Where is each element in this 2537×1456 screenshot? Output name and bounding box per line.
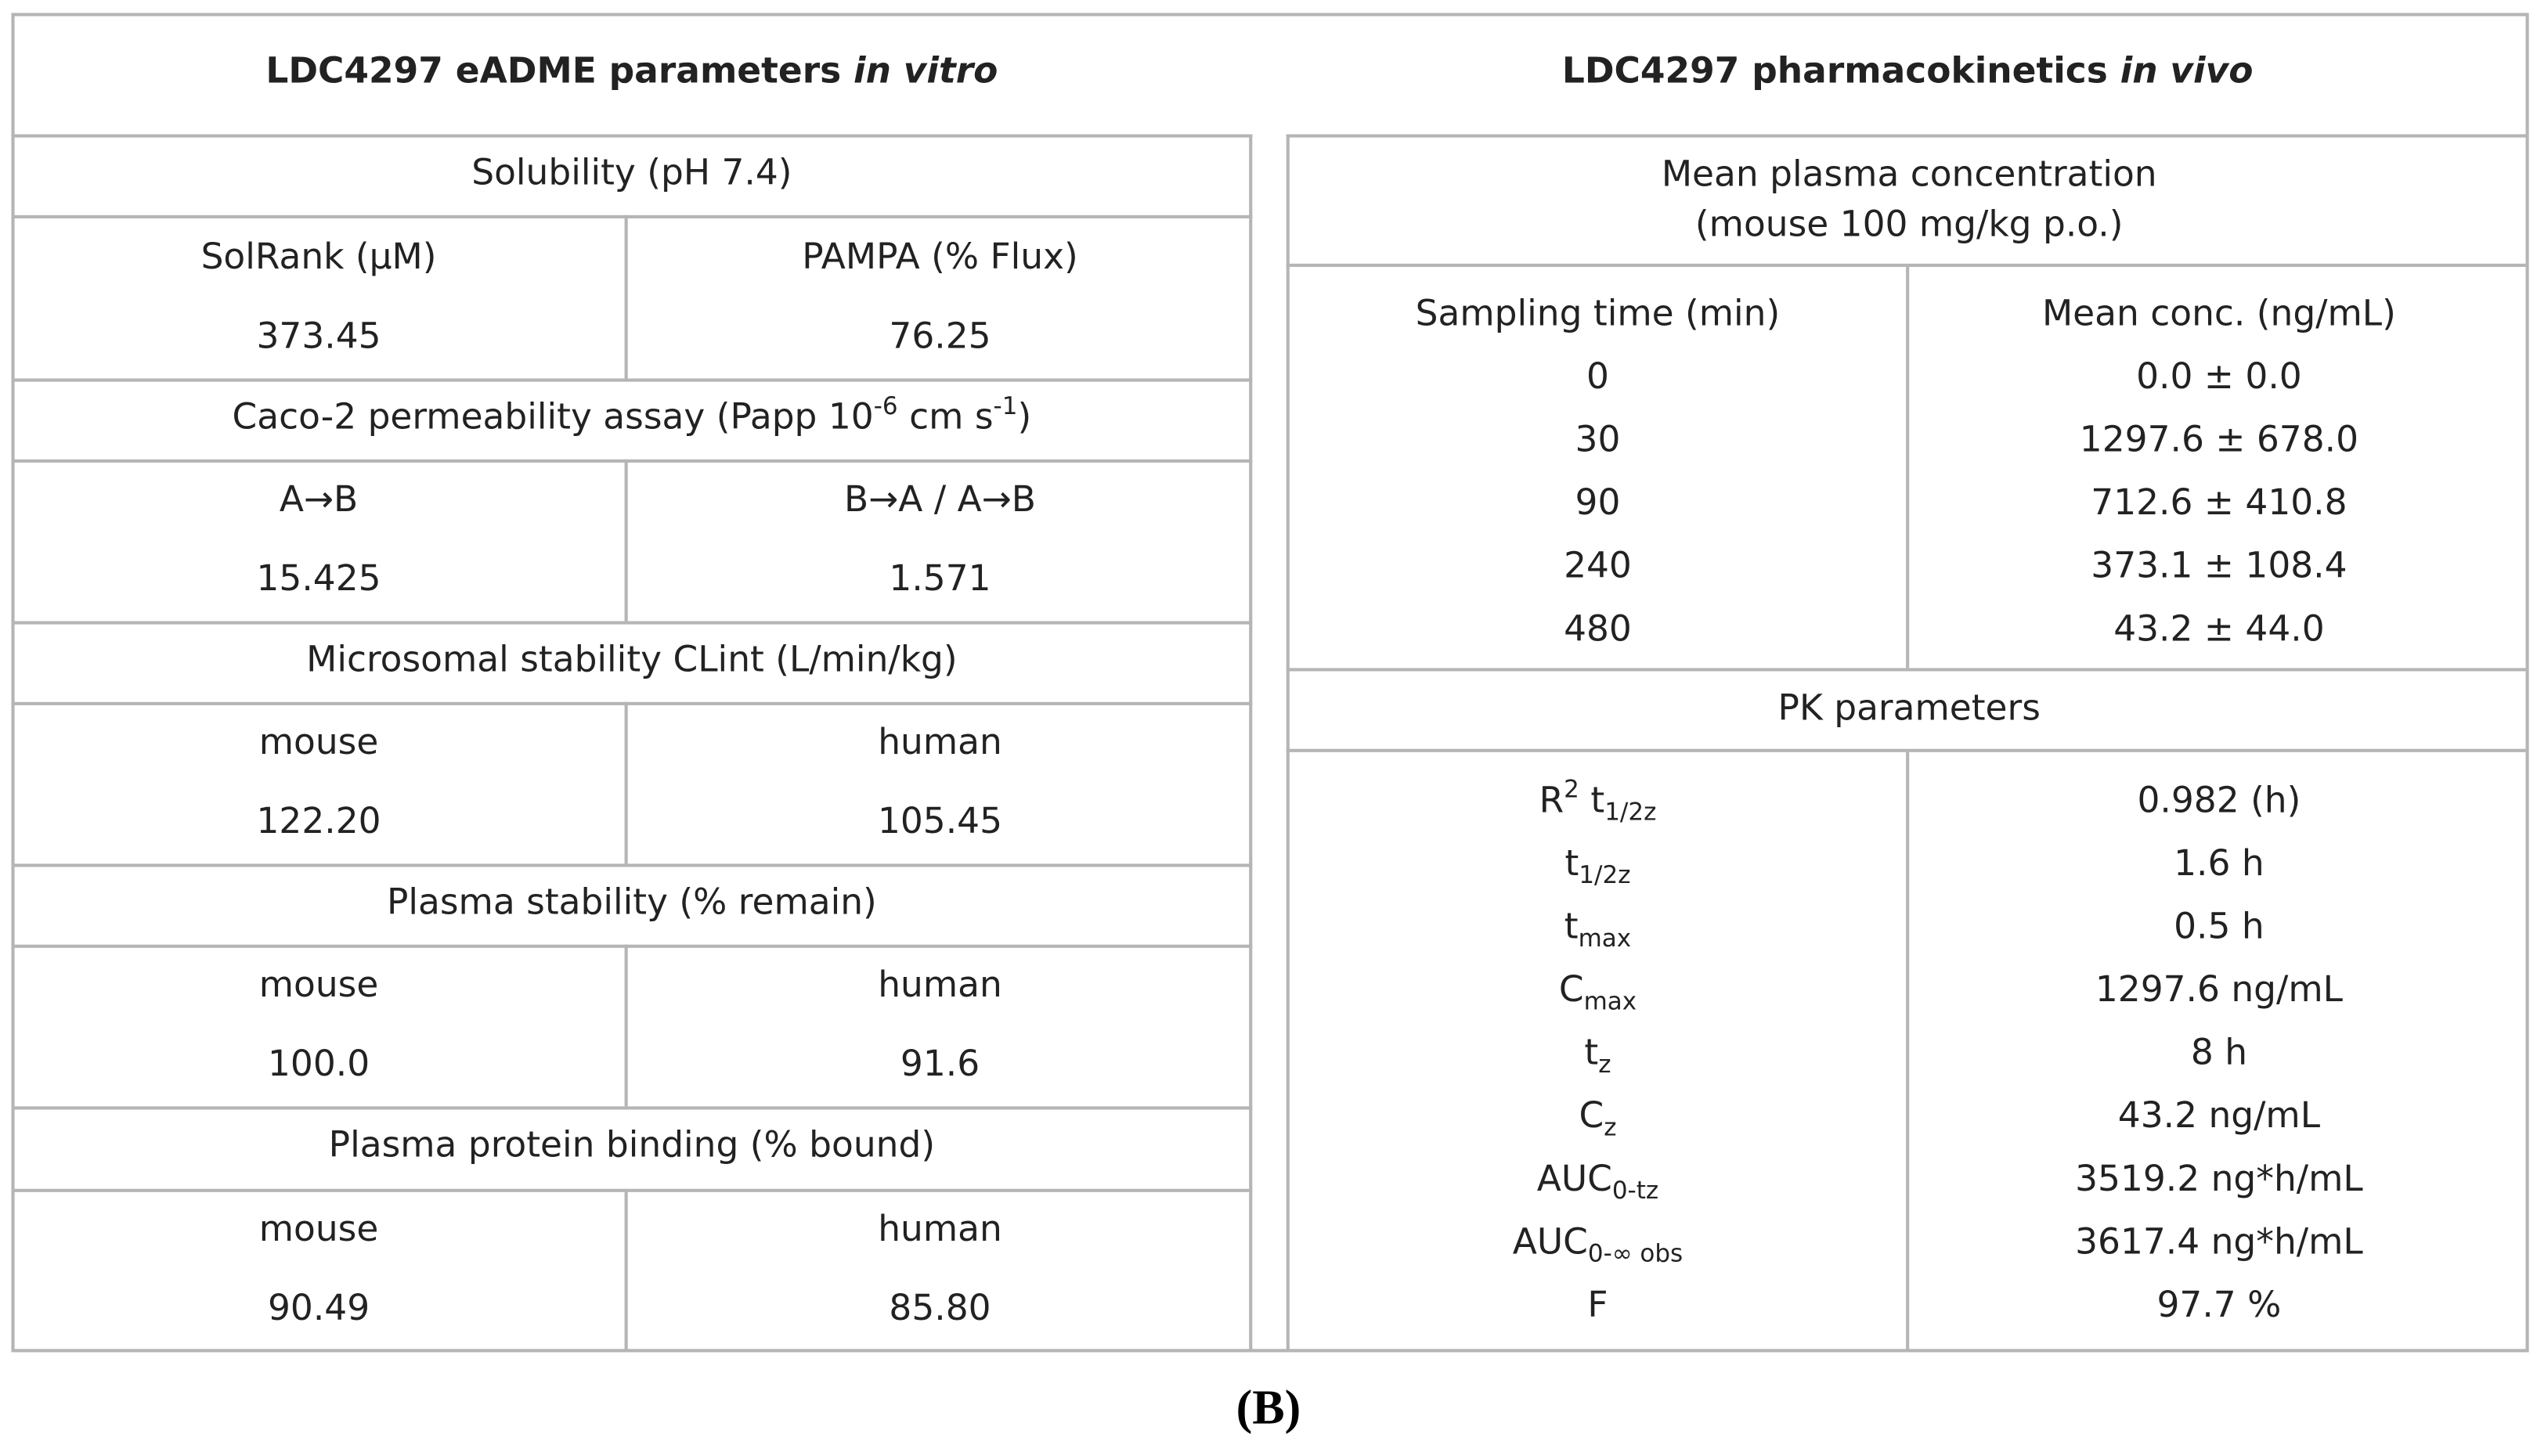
pk-param-value: 3519.2 ng*h/mL xyxy=(2075,1159,2363,1201)
param-symbol: t xyxy=(1564,844,1579,885)
superscript: -6 xyxy=(873,391,898,421)
ppb-header: Plasma protein binding (% bound) xyxy=(328,1126,936,1167)
col-header: human xyxy=(878,964,1002,1006)
pk-param-value: 3617.4 ng*h/mL xyxy=(2075,1223,2363,1263)
col-header: Sampling time (min) xyxy=(1415,294,1781,335)
pk-param-name xyxy=(1290,1148,1906,1212)
figure-caption-label: (B) xyxy=(1236,1380,1301,1434)
subscript: 0-∞ obs xyxy=(1587,1238,1684,1267)
pk-param-value: 1.6 h xyxy=(2174,844,2265,885)
right-table-title xyxy=(1287,13,2529,135)
conc-cell: 712.6 ± 410.8 xyxy=(2091,483,2348,524)
subscript: 1/2z xyxy=(1579,860,1631,889)
col-header: human xyxy=(878,723,1002,763)
col-header: mouse xyxy=(258,723,379,763)
param-symbol: C xyxy=(1579,1096,1604,1137)
pk-parameters-header: PK parameters xyxy=(1777,688,2041,730)
col-header: mouse xyxy=(258,1209,379,1250)
col-header: Mean conc. (ng/mL) xyxy=(2041,294,2396,335)
title-italic: in vivo xyxy=(2120,52,2254,93)
cell-value: 76.25 xyxy=(889,317,991,359)
solubility-header: Solubility (pH 7.4) xyxy=(471,153,792,194)
pk-param-value: 0.982 (h) xyxy=(2137,781,2301,822)
pk-parameter-names xyxy=(1290,770,1906,1338)
col-header: human xyxy=(878,1209,1002,1250)
param-symbol: t xyxy=(1584,1033,1599,1075)
subscript: z xyxy=(1604,1112,1617,1141)
col-header: PAMPA (% Flux) xyxy=(802,237,1078,278)
conc-cell: 43.2 ± 44.0 xyxy=(2113,609,2325,651)
subscript: 1/2z xyxy=(1604,796,1657,826)
pk-param-name xyxy=(1290,959,1906,1022)
pk-param-value: 8 h xyxy=(2190,1033,2248,1075)
col-header: mouse xyxy=(258,964,379,1006)
pk-param-value: 43.2 ng/mL xyxy=(2117,1096,2321,1137)
header-text: Caco-2 permeability assay (Papp 10 xyxy=(232,397,874,438)
conc-cell: 0.0 ± 0.0 xyxy=(2136,357,2302,398)
mean-conc-column xyxy=(1909,283,2528,662)
pk-parameter-values xyxy=(1909,770,2528,1338)
cell-value: 91.6 xyxy=(900,1045,980,1086)
col-header: A→B xyxy=(279,480,359,521)
title-text: LDC4297 pharmacokinetics xyxy=(1561,52,2120,93)
sampling-time-column xyxy=(1290,283,1906,662)
param-symbol: F xyxy=(1587,1285,1608,1327)
col-header: SolRank (µM) xyxy=(200,237,437,278)
subscript: z xyxy=(1598,1048,1611,1079)
header-line: (mouse 100 mg/kg p.o.) xyxy=(1694,205,2124,247)
subscript: max xyxy=(1583,986,1637,1015)
time-cell: 90 xyxy=(1575,483,1621,524)
param-symbol: AUC xyxy=(1512,1223,1588,1263)
pk-param-name xyxy=(1290,1274,1906,1338)
pk-param-name xyxy=(1290,896,1906,960)
microsomal-header: Microsomal stability CLint (L/min/kg) xyxy=(306,640,958,681)
pk-param-name xyxy=(1290,1085,1906,1148)
time-cell: 30 xyxy=(1575,420,1621,461)
pk-param-name xyxy=(1290,1212,1906,1275)
cell-value: 100.0 xyxy=(267,1045,370,1086)
pk-param-value: 97.7 % xyxy=(2156,1285,2282,1327)
col-header: B→A / A→B xyxy=(844,480,1037,521)
pk-param-value: 1297.6 ng/mL xyxy=(2095,970,2343,1011)
plasma-stability-header: Plasma stability (% remain) xyxy=(386,882,877,924)
param-symbol: R xyxy=(1539,781,1564,822)
pk-param-name xyxy=(1290,770,1906,834)
param-symbol: AUC xyxy=(1536,1159,1612,1201)
pk-param-name xyxy=(1290,833,1906,896)
header-text: cm s xyxy=(897,397,994,438)
header-line: Mean plasma concentration xyxy=(1661,155,2157,196)
caco2-header xyxy=(11,379,1252,460)
cell-value: 373.45 xyxy=(256,317,381,359)
title-text: LDC4297 eADME parameters xyxy=(265,52,854,93)
time-cell: 480 xyxy=(1564,609,1632,651)
cell-value: 85.80 xyxy=(889,1289,991,1330)
subscript: max xyxy=(1578,922,1632,953)
left-table-title xyxy=(11,13,1252,135)
cell-value: 105.45 xyxy=(877,802,1003,843)
cell-value: 90.49 xyxy=(267,1289,370,1330)
cell-value: 122.20 xyxy=(256,802,381,843)
superscript: -1 xyxy=(993,391,1018,421)
time-cell: 0 xyxy=(1586,357,1609,398)
header-text: ) xyxy=(1017,397,1032,438)
cell-value: 1.571 xyxy=(889,560,991,601)
pk-param-value: 0.5 h xyxy=(2174,907,2265,948)
plasma-conc-header xyxy=(1290,138,2529,264)
pk-param-name xyxy=(1290,1022,1906,1086)
param-symbol: t xyxy=(1579,781,1605,822)
title-italic: in vitro xyxy=(853,52,998,93)
param-symbol: C xyxy=(1558,970,1584,1011)
time-cell: 240 xyxy=(1564,546,1632,588)
cell-value: 15.425 xyxy=(256,560,381,601)
superscript: 2 xyxy=(1564,773,1579,803)
conc-cell: 1297.6 ± 678.0 xyxy=(2079,420,2359,461)
conc-cell: 373.1 ± 108.4 xyxy=(2091,546,2348,588)
param-symbol: t xyxy=(1564,907,1579,948)
subscript: 0-tz xyxy=(1611,1175,1659,1205)
